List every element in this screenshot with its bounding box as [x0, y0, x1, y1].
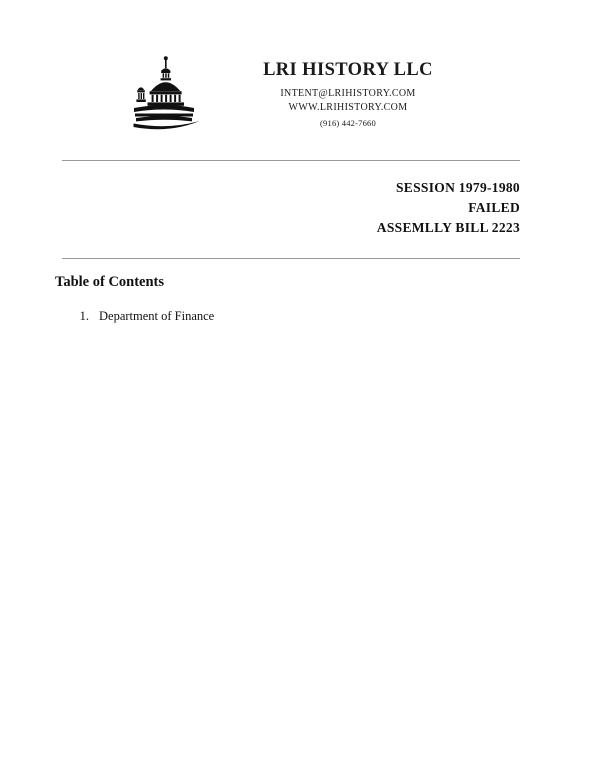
table-of-contents-heading: Table of Contents	[55, 274, 165, 290]
divider-bottom	[62, 258, 520, 259]
company-name: LRI HISTORY LLC	[263, 60, 433, 80]
bill-session: SESSION 1979-1980	[395, 180, 520, 195]
list-item[interactable]	[55, 307, 515, 325]
toc-item-number: 1.	[79, 309, 89, 323]
bill-number: ASSEMLLY BILL 2223	[376, 220, 520, 235]
letterhead-text	[218, 52, 478, 128]
company-phone: (916) 442-7660	[320, 118, 376, 128]
capitol-dome-logo-icon	[122, 56, 212, 136]
company-email: INTENT@LRIHISTORY.COM	[280, 88, 416, 99]
bill-status: FAILED	[468, 200, 520, 215]
bill-header	[62, 178, 520, 238]
letterhead	[0, 52, 600, 136]
company-website: WWW.LRIHISTORY.COM	[288, 102, 408, 113]
divider-top	[62, 160, 520, 161]
table-of-contents-list	[55, 307, 515, 325]
toc-item-label: Department of Finance	[99, 309, 215, 323]
